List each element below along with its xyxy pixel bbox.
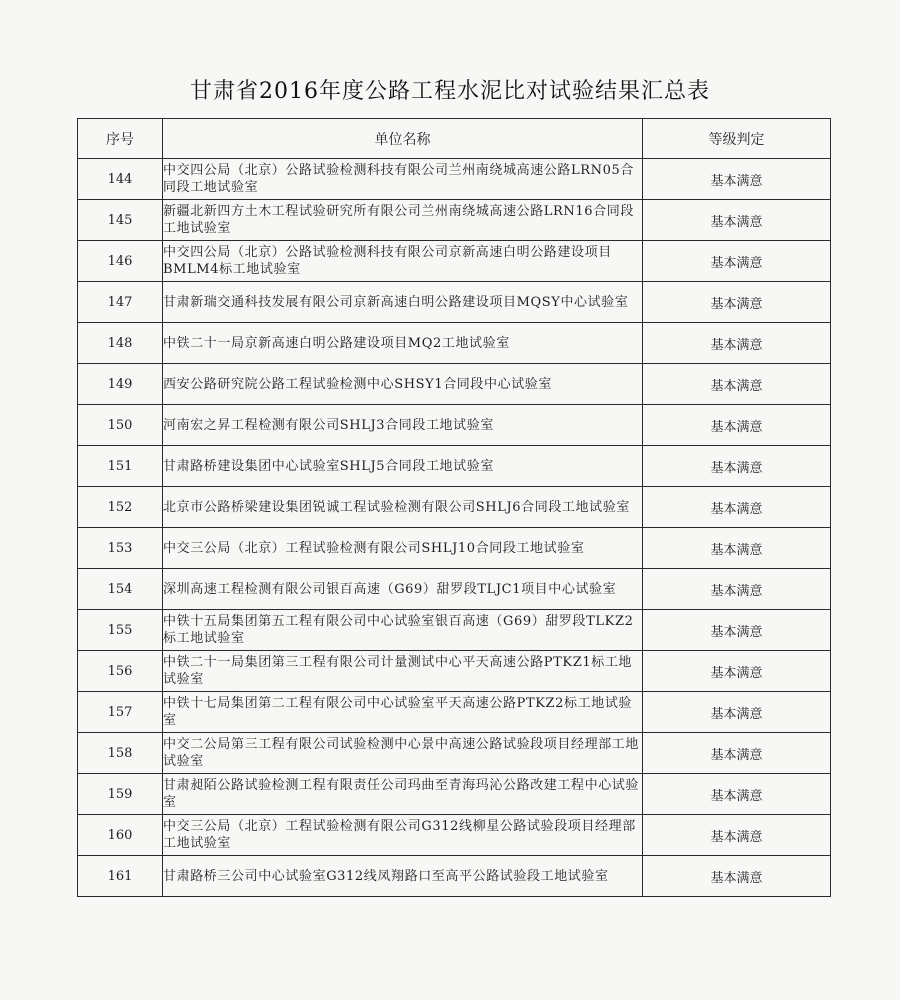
- row-unit-name: 北京市公路桥梁建设集团锐诚工程试验检测有限公司SHLJ6合同段工地试验室: [163, 487, 643, 528]
- row-grade: 基本满意: [643, 405, 831, 446]
- row-serial-number: 148: [78, 323, 163, 364]
- table-row: [78, 610, 831, 651]
- table-row: [78, 528, 831, 569]
- row-grade: 基本满意: [643, 446, 831, 487]
- row-serial-number: 150: [78, 405, 163, 446]
- header-grade: 等级判定: [643, 119, 831, 159]
- table-row: [78, 282, 831, 323]
- table-body: [78, 159, 831, 897]
- table-row: [78, 487, 831, 528]
- table-row: [78, 569, 831, 610]
- row-grade: 基本满意: [643, 815, 831, 856]
- row-unit-name: 中交四公局（北京）公路试验检测科技有限公司京新高速白明公路建设项目BMLM4标工地试验室: [163, 241, 643, 282]
- row-grade: 基本满意: [643, 528, 831, 569]
- row-unit-name: 甘肃新瑞交通科技发展有限公司京新高速白明公路建设项目MQSY中心试验室: [163, 282, 643, 323]
- table-row: [78, 733, 831, 774]
- row-grade: 基本满意: [643, 774, 831, 815]
- table-row: [78, 200, 831, 241]
- row-serial-number: 157: [78, 692, 163, 733]
- table-row: [78, 651, 831, 692]
- row-serial-number: 160: [78, 815, 163, 856]
- row-serial-number: 151: [78, 446, 163, 487]
- table-header-row: [78, 119, 831, 159]
- row-serial-number: 152: [78, 487, 163, 528]
- row-serial-number: 158: [78, 733, 163, 774]
- row-grade: 基本满意: [643, 282, 831, 323]
- row-grade: 基本满意: [643, 856, 831, 897]
- header-serial-number: 序号: [78, 119, 163, 159]
- results-table: [77, 118, 831, 897]
- row-unit-name: 中交二公局第三工程有限公司试验检测中心景中高速公路试验段项目经理部工地试验室: [163, 733, 643, 774]
- row-serial-number: 145: [78, 200, 163, 241]
- row-serial-number: 155: [78, 610, 163, 651]
- row-unit-name: 中交三公局（北京）工程试验检测有限公司G312线柳星公路试验段项目经理部工地试验室: [163, 815, 643, 856]
- row-unit-name: 河南宏之昇工程检测有限公司SHLJ3合同段工地试验室: [163, 405, 643, 446]
- table-row: [78, 364, 831, 405]
- row-unit-name: 甘肃昶陌公路试验检测工程有限责任公司玛曲至青海玛沁公路改建工程中心试验室: [163, 774, 643, 815]
- header-unit-name: 单位名称: [163, 119, 643, 159]
- row-serial-number: 161: [78, 856, 163, 897]
- table-row: [78, 405, 831, 446]
- row-unit-name: 甘肃路桥三公司中心试验室G312线凤翔路口至高平公路试验段工地试验室: [163, 856, 643, 897]
- row-grade: 基本满意: [643, 323, 831, 364]
- table-row: [78, 446, 831, 487]
- table-row: [78, 815, 831, 856]
- table-row: [78, 774, 831, 815]
- row-grade: 基本满意: [643, 364, 831, 405]
- row-unit-name: 中铁二十一局集团第三工程有限公司计量测试中心平天高速公路PTKZ1标工地试验室: [163, 651, 643, 692]
- table-row: [78, 323, 831, 364]
- document-title: 甘肃省2016年度公路工程水泥比对试验结果汇总表: [190, 79, 710, 104]
- row-unit-name: 中交三公局（北京）工程试验检测有限公司SHLJ10合同段工地试验室: [163, 528, 643, 569]
- row-serial-number: 149: [78, 364, 163, 405]
- row-serial-number: 154: [78, 569, 163, 610]
- row-serial-number: 147: [78, 282, 163, 323]
- row-grade: 基本满意: [643, 651, 831, 692]
- row-grade: 基本满意: [643, 159, 831, 200]
- row-grade: 基本满意: [643, 610, 831, 651]
- row-serial-number: 156: [78, 651, 163, 692]
- table-row: [78, 241, 831, 282]
- row-unit-name: 甘肃路桥建设集团中心试验室SHLJ5合同段工地试验室: [163, 446, 643, 487]
- row-grade: 基本满意: [643, 569, 831, 610]
- row-grade: 基本满意: [643, 200, 831, 241]
- table-row: [78, 159, 831, 200]
- row-unit-name: 中铁十五局集团第五工程有限公司中心试验室银百高速（G69）甜罗段TLKZ2标工地试验室: [163, 610, 643, 651]
- row-unit-name: 深圳高速工程检测有限公司银百高速（G69）甜罗段TLJC1项目中心试验室: [163, 569, 643, 610]
- row-serial-number: 153: [78, 528, 163, 569]
- table-row: [78, 692, 831, 733]
- table-row: [78, 856, 831, 897]
- row-unit-name: 中交四公局（北京）公路试验检测科技有限公司兰州南绕城高速公路LRN05合同段工地试验室: [163, 159, 643, 200]
- row-unit-name: 中铁十七局集团第二工程有限公司中心试验室平天高速公路PTKZ2标工地试验室: [163, 692, 643, 733]
- row-serial-number: 146: [78, 241, 163, 282]
- row-serial-number: 159: [78, 774, 163, 815]
- row-grade: 基本满意: [643, 487, 831, 528]
- row-serial-number: 144: [78, 159, 163, 200]
- row-unit-name: 新疆北新四方土木工程试验研究所有限公司兰州南绕城高速公路LRN16合同段工地试验室: [163, 200, 643, 241]
- row-grade: 基本满意: [643, 692, 831, 733]
- row-grade: 基本满意: [643, 733, 831, 774]
- row-unit-name: 中铁二十一局京新高速白明公路建设项目MQ2工地试验室: [163, 323, 643, 364]
- row-unit-name: 西安公路研究院公路工程试验检测中心SHSY1合同段中心试验室: [163, 364, 643, 405]
- row-grade: 基本满意: [643, 241, 831, 282]
